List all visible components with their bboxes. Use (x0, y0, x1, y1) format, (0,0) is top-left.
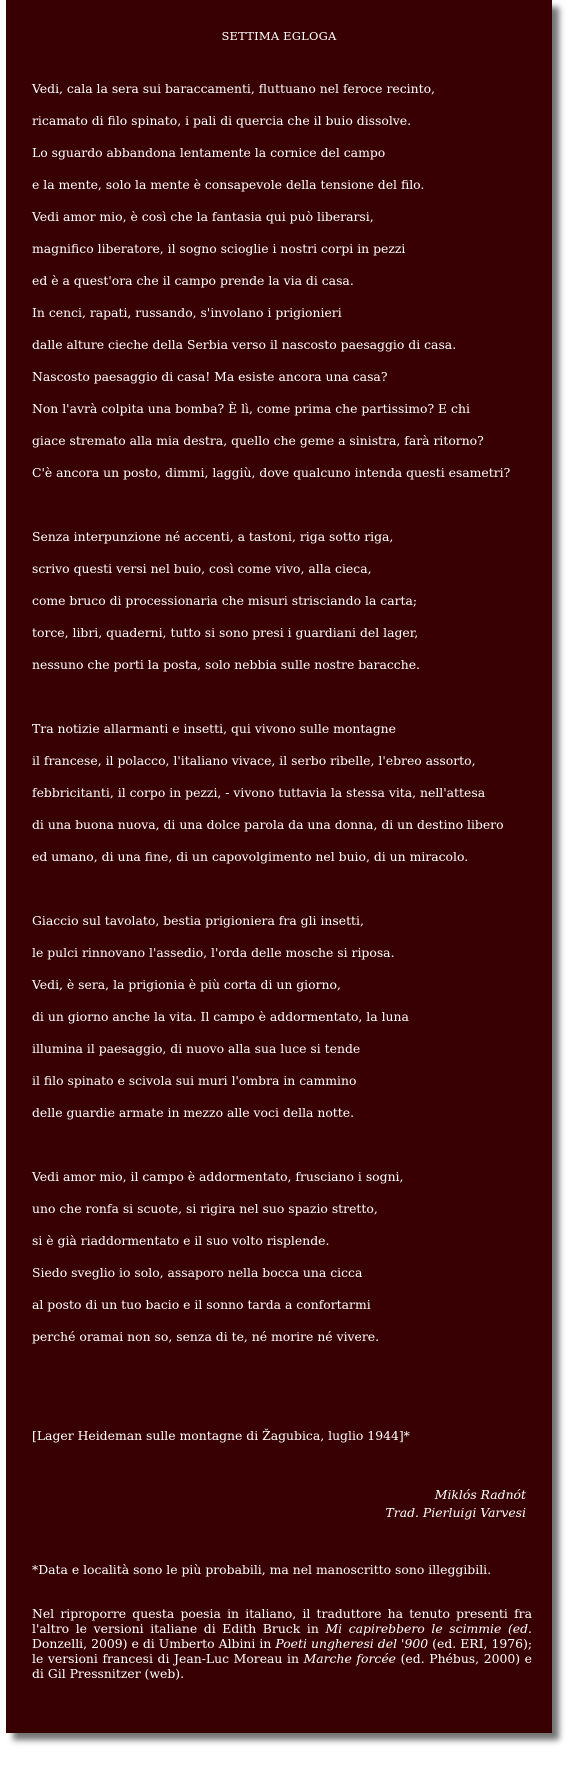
poem-line: si è già riaddormentato e il suo volto risplende. (32, 1233, 330, 1248)
poem-page (6, 0, 552, 1733)
place-date: [Lager Heideman sulle montagne di Žagubica, luglio 1944]* (32, 1428, 410, 1443)
poem-line: come bruco di processionaria che misuri strisciando la carta; (32, 593, 418, 608)
poem-line: dalle alture cieche della Serbia verso il nascosto paesaggio di casa. (32, 337, 457, 352)
poem-line: Tra notizie allarmanti e insetti, qui vivono sulle montagne (32, 721, 396, 736)
translator-name: Trad. Pierluigi Varvesi (385, 1505, 526, 1520)
poem-line: torce, libri, quaderni, tutto si sono presi i guardiani del lager, (32, 625, 419, 640)
poem-line: giace stremato alla mia destra, quello che geme a sinistra, farà ritorno? (32, 433, 484, 448)
poem-line: e la mente, solo la mente è consapevole della tensione del filo. (32, 177, 425, 192)
poem-line: di un giorno anche la vita. Il campo è addormentato, la luna (32, 1009, 409, 1024)
poem-line: di una buona nuova, di una dolce parola da una donna, di un destino libero (32, 817, 504, 832)
poem-line: Vedi, è sera, la prigionia è più corta di un giorno, (32, 977, 341, 992)
stanza (32, 912, 532, 1136)
translation-note-text-1: Nel riproporre questa poesia in italiano, il traduttore ha tenuto presenti fra l'altro le versioni italiane di Edith Bruck in (32, 1606, 532, 1636)
poem-line: ed è a quest'ora che il campo prende la via di casa. (32, 273, 354, 288)
poem-line: In cenci, rapati, russando, s'involano i prigionieri (32, 305, 342, 320)
book-title-2: Poeti ungheresi del '900 (275, 1636, 429, 1651)
author-name: Miklós Radnót (434, 1487, 526, 1502)
translation-note-text-3: (ed. ERI, 1976); le versioni francesi di Jean-Luc Moreau in (32, 1636, 533, 1666)
poem-line: il francese, il polacco, l'italiano vivace, il serbo ribelle, l'ebreo assorto, (32, 753, 476, 768)
poem-line: perché oramai non so, senza di te, né morire né vivere. (32, 1329, 380, 1344)
translation-note-text-4: (ed. Phébus, 2000) e di Gil Pressnitzer (web). (32, 1651, 532, 1681)
poem-line: Vedi, cala la sera sui baraccamenti, fluttuano nel feroce recinto, (32, 81, 435, 96)
poem-line: febbricitanti, il corpo in pezzi, - vivono tuttavia la stessa vita, nell'attesa (32, 785, 486, 800)
poem-line: ed umano, di una fine, di un capovolgimento nel buio, di un miracolo. (32, 849, 469, 864)
poem-line: magnifico liberatore, il sogno scioglie i nostri corpi in pezzi (32, 241, 406, 256)
poem-line: Lo sguardo abbandona lentamente la cornice del campo (32, 145, 386, 160)
stanza (32, 80, 532, 496)
poem-line: Vedi amor mio, il campo è addormentato, frusciano i sogni, (32, 1169, 404, 1184)
translation-note-text-2: Donzelli, 2009) e di Umberto Albini in (32, 1636, 276, 1651)
attribution (386, 1486, 526, 1522)
translation-note (32, 1606, 532, 1681)
poem-line: Vedi amor mio, è così che la fantasia qui può liberarsi, (32, 209, 374, 224)
poem-line: ricamato di filo spinato, i pali di quercia che il buio dissolve. (32, 113, 412, 128)
poem-line: Giaccio sul tavolato, bestia prigioniera fra gli insetti, (32, 913, 364, 928)
stanza (32, 528, 532, 688)
poem-line: scrivo questi versi nel buio, così come vivo, alla cieca, (32, 561, 372, 576)
poem-body (32, 80, 532, 1392)
poem-line: il filo spinato e scivola sui muri l'ombra in cammino (32, 1073, 357, 1088)
poem-line: Senza interpunzione né accenti, a tastoni, riga sotto riga, (32, 529, 394, 544)
poem-line: illumina il paesaggio, di nuovo alla sua luce si tende (32, 1041, 361, 1056)
poem-line: C'è ancora un posto, dimmi, laggiù, dove qualcuno intenda questi esametri? (32, 465, 511, 480)
footnote: *Data e località sono le più probabili, ma nel manoscritto sono illeggibili. (32, 1562, 492, 1577)
poem-line: Non l'avrà colpita una bomba? È lì, come prima che partissimo? E chi (32, 401, 470, 416)
poem-line: nessuno che porti la posta, solo nebbia sulle nostre baracche. (32, 657, 420, 672)
book-title-1: Mi capirebbero le scimmie (ed. (325, 1621, 532, 1636)
poem-line: al posto di un tuo bacio e il sonno tarda a confortarmi (32, 1297, 371, 1312)
poem-title: SETTIMA EGLOGA (221, 29, 337, 43)
book-title-3: Marche forcée (303, 1651, 396, 1666)
stanza (32, 720, 532, 880)
poem-line: delle guardie armate in mezzo alle voci della notte. (32, 1105, 355, 1120)
poem-line: Siedo sveglio io solo, assaporo nella bocca una cicca (32, 1265, 363, 1280)
poem-line: le pulci rinnovano l'assedio, l'orda delle mosche si riposa. (32, 945, 395, 960)
poem-line: uno che ronfa si scuote, si rigira nel suo spazio stretto, (32, 1201, 378, 1216)
poem-line: Nascosto paesaggio di casa! Ma esiste ancora una casa? (32, 369, 388, 384)
stanza (32, 1168, 532, 1360)
